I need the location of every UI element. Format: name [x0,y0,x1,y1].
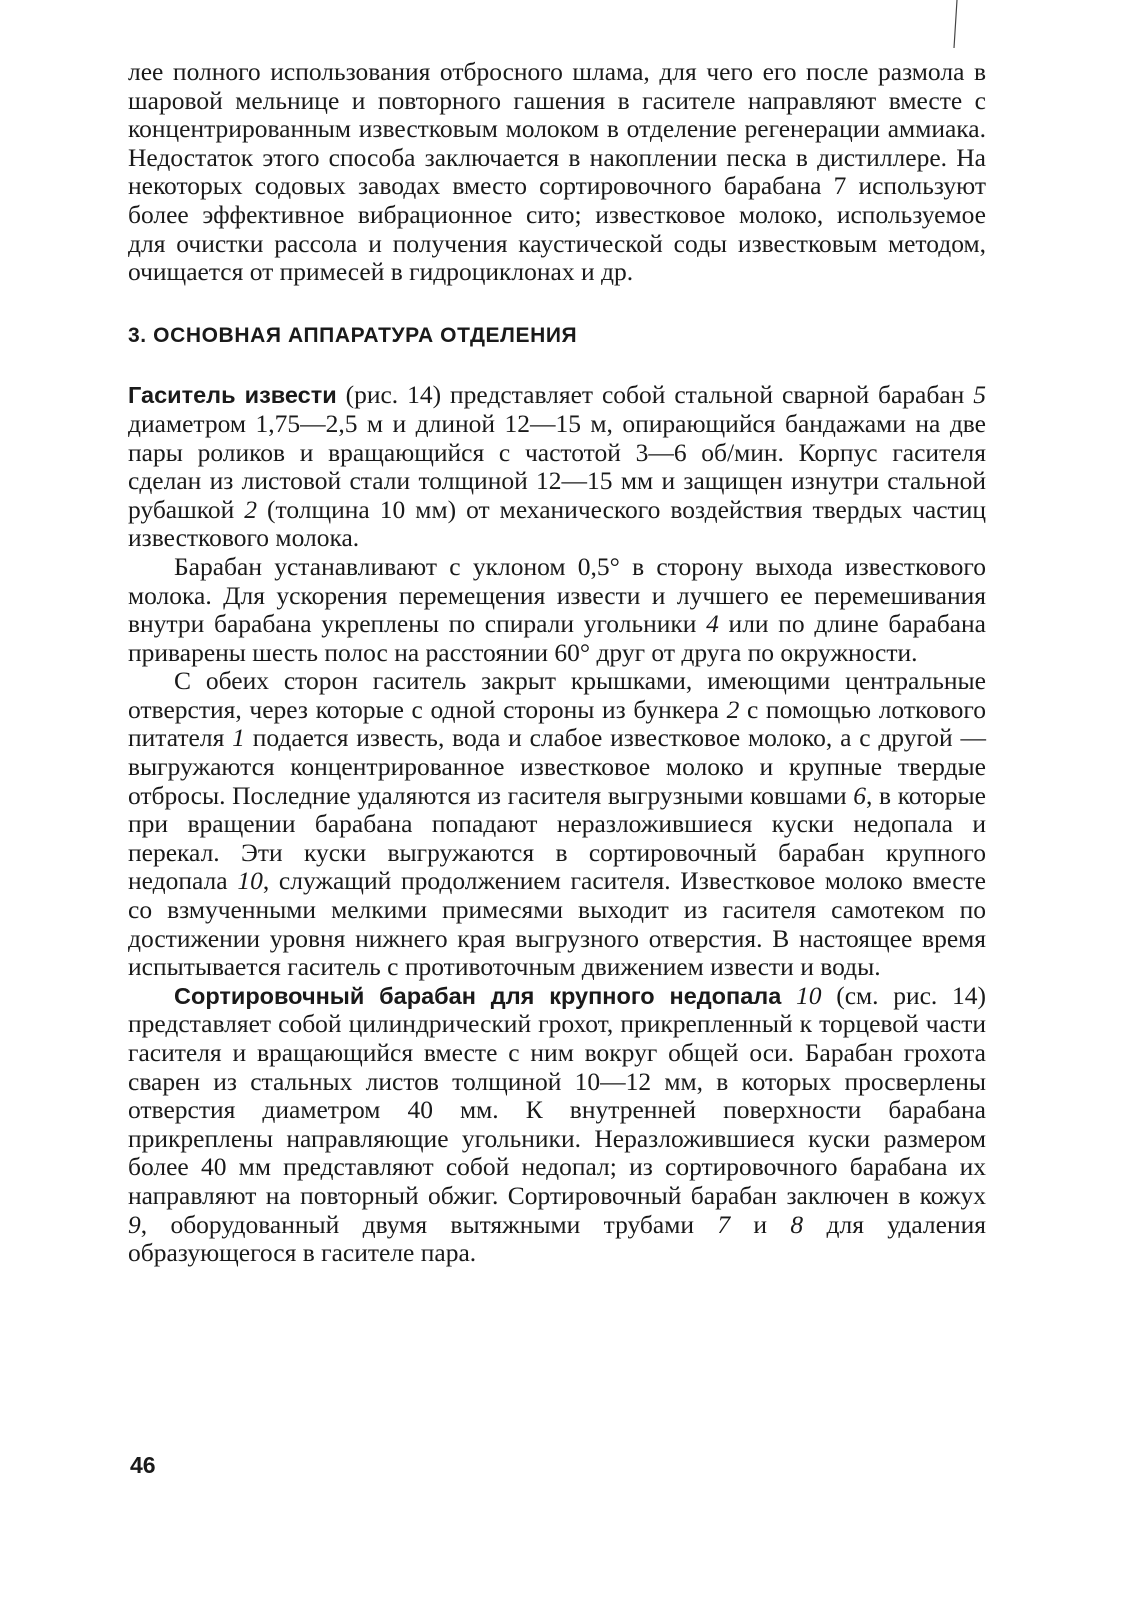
text-span: Барабан устанавливают с уклоном 0,5° в сторону выхода известкового молока. Для ускорения перемещения извести и лучшего ее перемешивания внутри барабана укреплены по спирали угольники [128,551,986,639]
ref-number: 10 [237,866,263,896]
ref-number: 4 [706,609,719,639]
ref-number: 1 [232,723,245,753]
text-span: подается известь, вода и слабое известковое молоко, а с другой — выгружаются концентрированное известковое молоко и крупные твердые отбросы. Последние удаляются из гасителя выгрузными ковшами [128,723,986,810]
text-span: или по длине барабана приварены шесть полос на расстоянии 60° друг от друга по окружности. [128,609,986,667]
ref-number: 9 [128,1209,141,1239]
text-span: (см. рис. 14) представляет собой цилиндрический грохот, прикрепленный к торцевой части гасителя и вращающийся вместе с ним вокруг общей оси. Барабан грохота сварен из стальных листов толщиной 10—12 мм, в которых просверлены отверстия диаметром 40 мм. К внутренней поверхности барабана прикреплены направляющие угольники. Неразложившиеся куски размером более 40 мм представляют собой недопал; из сортировочного барабана их направляют на повторный обжиг. Сортировочный барабан заключен в кожух [128,980,986,1210]
ref-number: 7 [717,1209,731,1239]
ref-number: 8 [790,1209,804,1239]
text-span: (рис. 14) представляет собой стальной сварной барабан [336,380,974,410]
page-number: 46 [130,1452,156,1478]
paragraph-slaker [128,381,986,553]
text-span: (толщина 10 мм) от механического воздействия твердых частиц известкового молока. [128,494,986,553]
page-body [128,58,986,1268]
intro-paragraph: лее полного использования отбросного шлама, для чего его после размола в шаровой мельнице и повторного гашения в гасителе направляют вместе с концентрированным известковым молоком в отделение регенерации аммиака. Недостаток этого способа заключается в накоплении песка в дистиллере. На некоторых содовых заводах вместо сортировочного барабана 7 используют более эффективное вибрационное сито; известковое молоко, используемое для очистки рассола и получения каустической соды известковым методом, очищается от примесей в гидроциклонах и др. [128,57,986,287]
ref-number: 5 [973,380,986,410]
paragraph-sorting-drum [128,982,986,1268]
term-slaker: Гаситель извести [128,382,337,409]
text-span: , оборудованный двумя вытяжными трубами [140,1209,718,1239]
scan-pencil-mark [948,0,962,50]
text-span: С обеих сторон гаситель закрыт крышками, имеющими центральные отверстия, через которые с одной стороны из бункера [128,666,986,724]
ref-number: 2 [244,494,258,524]
ref-number: 2 [726,694,740,724]
paragraph-covers [128,667,986,982]
section-heading: 3. ОСНОВНАЯ АППАРАТУРА ОТДЕЛЕНИЯ [128,323,578,347]
ref-number: 6 [853,780,866,810]
text-span: для удаления образующегося в гасителе пара. [128,1209,986,1268]
paragraph-drum-slope [128,553,986,667]
term-sorting-drum: Сортировочный барабан для крупного недопала [174,982,782,1009]
text-span: , служащий продолжением гасителя. Известковое молоко вместе со взмученными мелкими примесями выходит из гасителя самотеком по достижении уровня нижнего края выгрузного отверстия. В настоящее время испытывается гаситель с противоточным движением извести и воды. [128,866,986,982]
text-span: , в которые при вращении барабана попадают неразложившиеся куски недопала и перекал. Эти куски выгружаются в сортировочный барабан крупного недопала [128,780,986,896]
ref-number: 10 [781,980,822,1010]
text-span: диаметром 1,75—2,5 м и длиной 12—15 м, опирающийся бандажами на две пары роликов и вращающийся с частотой 3—6 об/мин. Корпус гасителя сделан из листовой стали толщиной 12—15 мм и защищен изнутри стальной рубашкой [128,408,986,524]
text-span: и [730,1209,791,1239]
text-span: с помощью лоткового питателя [128,694,987,753]
